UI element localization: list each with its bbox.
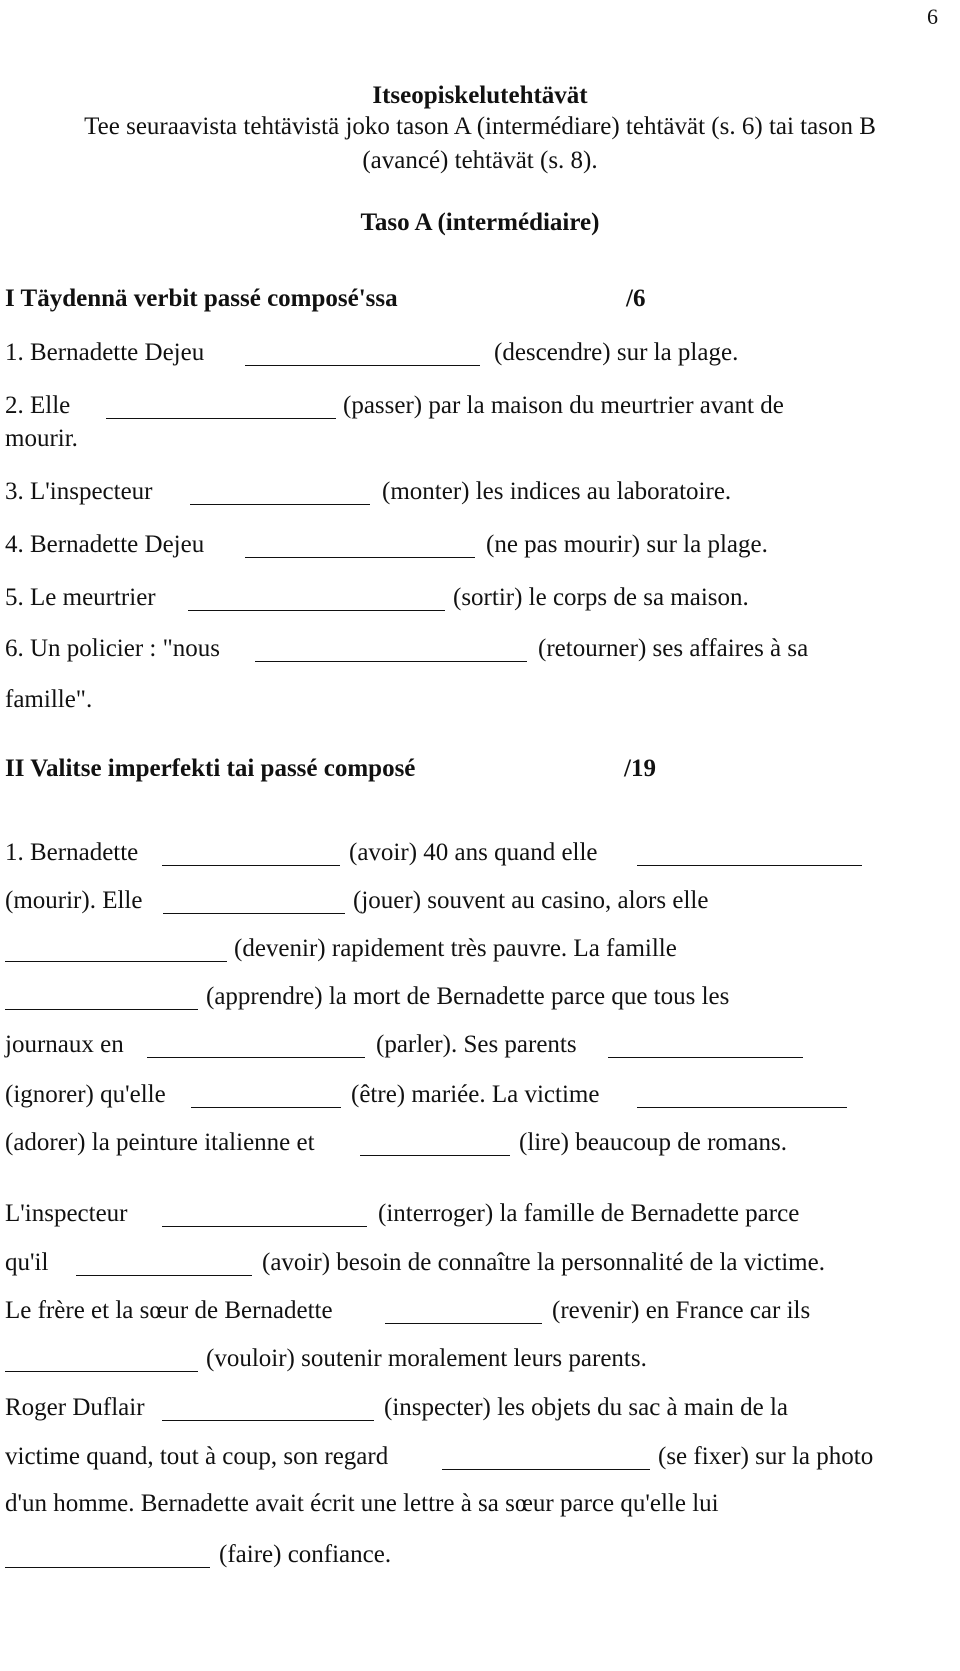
answer-blank[interactable]	[106, 418, 336, 419]
intro-line-2: (avancé) tehtävät (s. 8).	[362, 147, 598, 174]
exercise2-text: (lire) beaucoup de romans.	[519, 1129, 787, 1156]
answer-blank[interactable]	[162, 1420, 374, 1421]
answer-blank[interactable]	[245, 365, 480, 366]
answer-blank[interactable]	[5, 1371, 198, 1372]
answer-blank[interactable]	[163, 913, 345, 914]
answer-blank[interactable]	[637, 865, 862, 866]
intro-line-1: Tee seuraavista tehtävistä joko tason A (intermédiare) tehtävät (s. 6) tai tason B	[84, 113, 876, 140]
section1-score: /6	[626, 285, 646, 312]
exercise1-item5-verb: (sortir) le corps de sa maison.	[453, 584, 749, 611]
answer-blank[interactable]	[76, 1275, 252, 1276]
answer-blank[interactable]	[190, 504, 370, 505]
exercise2-text: (interroger) la famille de Bernadette parce	[378, 1200, 800, 1227]
page-number: 6	[927, 4, 938, 29]
exercise2-text: (se fixer) sur la photo	[658, 1443, 874, 1470]
exercise2-text: Roger Duflair	[5, 1394, 145, 1421]
exercise2-text: Le frère et la sœur de Bernadette	[5, 1297, 333, 1324]
exercise1-item6-prompt: 6. Un policier : "nous	[5, 635, 221, 662]
exercise1-item6-verb: (retourner) ses affaires à sa	[538, 635, 809, 662]
exercise1-item3-prompt: 3. L'inspecteur	[5, 478, 153, 505]
exercise2-text: (revenir) en France car ils	[552, 1297, 811, 1324]
exercise2-text: (avoir) 40 ans quand elle	[349, 839, 598, 866]
section2-score: /19	[624, 755, 656, 782]
exercise2-text: (faire) confiance.	[219, 1541, 392, 1568]
answer-blank[interactable]	[162, 1226, 367, 1227]
answer-blank[interactable]	[162, 865, 340, 866]
answer-blank[interactable]	[245, 557, 475, 558]
answer-blank[interactable]	[5, 1009, 198, 1010]
exercise1-item1-prompt: 1. Bernadette Dejeu	[5, 339, 205, 366]
exercise1-item5-prompt: 5. Le meurtrier	[5, 584, 156, 611]
exercise2-text: (jouer) souvent au casino, alors elle	[353, 887, 709, 914]
answer-blank[interactable]	[360, 1155, 510, 1156]
exercise2-text: (inspecter) les objets du sac à main de la	[384, 1394, 789, 1421]
exercise1-item3-verb: (monter) les indices au laboratoire.	[382, 478, 732, 505]
exercise2-text: L'inspecteur	[5, 1200, 128, 1227]
answer-blank[interactable]	[385, 1323, 542, 1324]
exercise2-text: (être) mariée. La victime	[351, 1081, 600, 1108]
exercise2-text: qu'il	[5, 1249, 49, 1276]
level-title: Taso A (intermédiaire)	[360, 209, 600, 236]
exercise2-text: victime quand, tout à coup, son regard	[5, 1443, 389, 1470]
exercise1-item6-continuation: famille".	[5, 686, 93, 713]
exercise1-item2-continuation: mourir.	[5, 425, 78, 452]
answer-blank[interactable]	[188, 610, 445, 611]
exercise1-item4-prompt: 4. Bernadette Dejeu	[5, 531, 205, 558]
page-title: Itseopiskelutehtävät	[372, 82, 588, 109]
exercise1-item4-verb: (ne pas mourir) sur la plage.	[486, 531, 768, 558]
exercise2-text: (parler). Ses parents	[376, 1031, 577, 1058]
exercise2-text: (adorer) la peinture italienne et	[5, 1129, 315, 1156]
exercise2-text: (ignorer) qu'elle	[5, 1081, 166, 1108]
answer-blank[interactable]	[637, 1107, 847, 1108]
answer-blank[interactable]	[608, 1057, 803, 1058]
exercise2-text: (mourir). Elle	[5, 887, 143, 914]
answer-blank[interactable]	[442, 1469, 650, 1470]
exercise2-text: 1. Bernadette	[5, 839, 139, 866]
section2-title: II Valitse imperfekti tai passé composé	[5, 755, 416, 782]
exercise1-item1-verb: (descendre) sur la plage.	[494, 339, 739, 366]
exercise2-text: (devenir) rapidement très pauvre. La famille	[234, 935, 677, 962]
answer-blank[interactable]	[147, 1057, 365, 1058]
answer-blank[interactable]	[191, 1107, 341, 1108]
exercise2-text: (avoir) besoin de connaître la personnalité de la victime.	[262, 1249, 825, 1276]
exercise2-text: d'un homme. Bernadette avait écrit une lettre à sa sœur parce qu'elle lui	[5, 1490, 719, 1517]
exercise1-item2-prompt: 2. Elle	[5, 392, 71, 419]
exercise2-text: (vouloir) soutenir moralement leurs parents.	[206, 1345, 647, 1372]
answer-blank[interactable]	[5, 1567, 210, 1568]
section1-title: I Täydennä verbit passé composé'ssa	[5, 285, 398, 312]
exercise1-item2-verb: (passer) par la maison du meurtrier avant de	[343, 392, 784, 419]
exercise2-text: journaux en	[5, 1031, 124, 1058]
answer-blank[interactable]	[255, 661, 527, 662]
exercise2-text: (apprendre) la mort de Bernadette parce que tous les	[206, 983, 730, 1010]
answer-blank[interactable]	[5, 961, 227, 962]
